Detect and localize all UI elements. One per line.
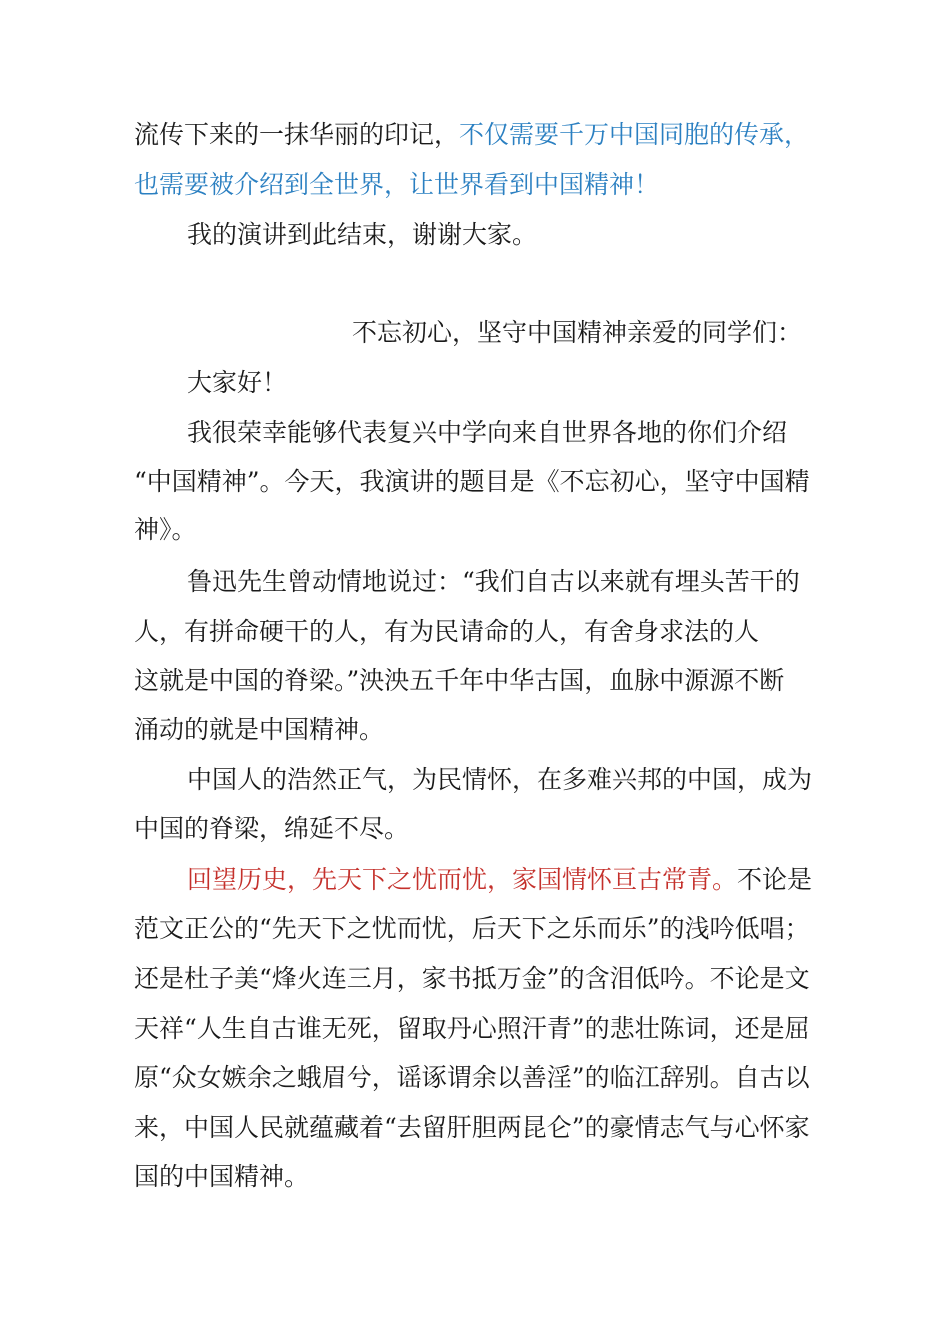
highlighted-text-red: 回望历史，先天下之忧而忧，家国情怀亘古常青。 (187, 865, 738, 894)
paragraph-line: 天祥“人生自古谁无死，留取丹心照汗青”的悲壮陈词，还是屈 (134, 1014, 810, 1043)
paragraph-line: 范文正公的“先天下之忧而忧，后天下之乐而乐”的浅吟低唱； (134, 914, 810, 943)
closing-line: 我的演讲到此结束，谢谢大家。 (187, 220, 538, 249)
paragraph-line: 我很荣幸能够代表复兴中学向来自世界各地的你们介绍 (187, 418, 788, 447)
paragraph-line: “中国精神”。今天，我演讲的题目是《不忘初心，坚守中国精 (134, 467, 810, 496)
paragraph-line: 国的中国精神。 (134, 1162, 310, 1191)
text-line (134, 120, 809, 150)
paragraph-line: 原“众女嫉余之蛾眉兮，谣诼谓余以善淫”的临江辞别。自古以 (134, 1063, 810, 1092)
paragraph-line: 中国人的浩然正气，为民情怀，在多难兴邦的中国，成为 (187, 765, 813, 794)
highlighted-text-blue: 也需要被介绍到全世界，让世界看到中国精神！ (134, 170, 660, 199)
text-run: 不论是 (737, 865, 813, 894)
paragraph-line: 人，有拼命硬干的人，有为民请命的人，有舍身求法的人 (134, 617, 760, 646)
greeting: 大家好！ (187, 368, 288, 397)
paragraph-line: 中国的脊梁，绵延不尽。 (134, 814, 410, 843)
paragraph-line: 涌动的就是中国精神。 (134, 715, 385, 744)
paragraph-line (187, 865, 812, 895)
paragraph-line: 还是杜子美“烽火连三月，家书抵万金”的含泪低吟。不论是文 (134, 964, 810, 993)
text-run: 流传下来的一抹华丽的印记， (134, 120, 460, 149)
speech-title: 不忘初心，坚守中国精神亲爱的同学们： (352, 318, 803, 347)
paragraph-line: 这就是中国的脊梁。”泱泱五千年中华古国，血脉中源源不断 (134, 666, 785, 695)
highlighted-text-blue: 不仅需要千万中国同胞的传承， (459, 120, 810, 149)
paragraph-line: 鲁迅先生曾动情地说过：“我们自古以来就有埋头苦干的 (187, 567, 800, 596)
paragraph-line: 神》。 (134, 515, 197, 544)
paragraph-line: 来，中国人民就蕴藏着“去留肝胆两昆仑”的豪情志气与心怀家 (134, 1113, 810, 1142)
